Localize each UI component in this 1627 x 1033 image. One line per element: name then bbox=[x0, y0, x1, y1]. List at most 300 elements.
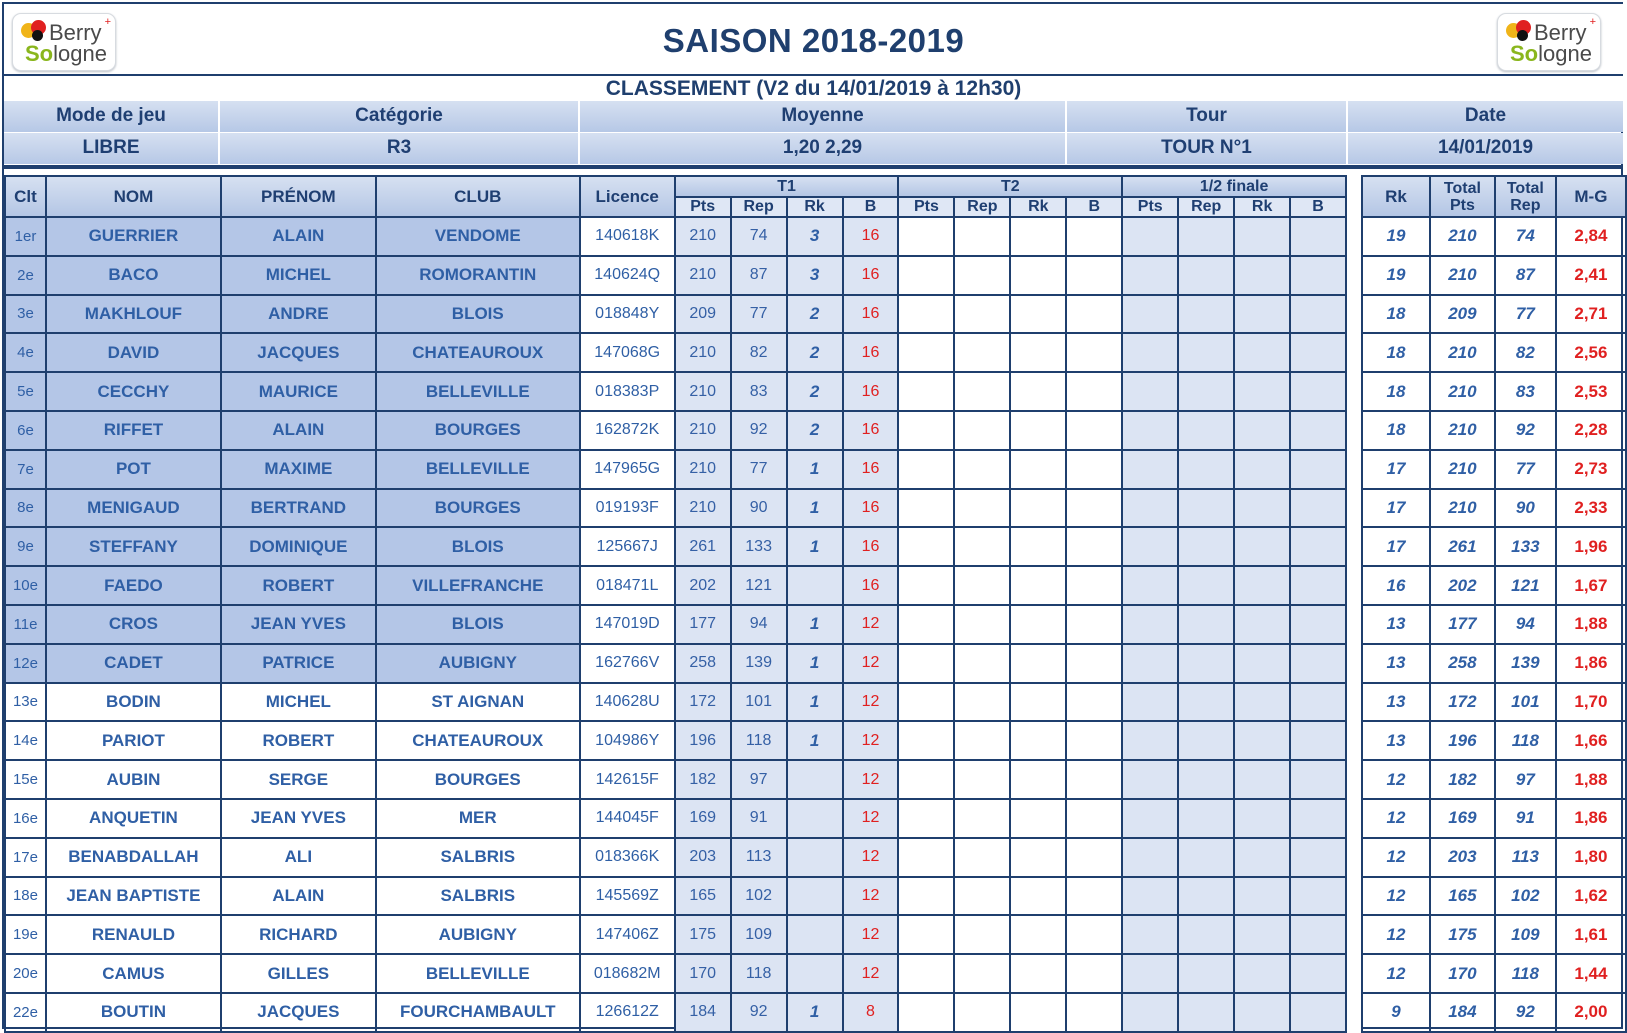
prenom-cell: MAURICE bbox=[221, 372, 376, 411]
prenom-cell: GILLES bbox=[221, 954, 376, 993]
total-pts-cell: 184 bbox=[1430, 993, 1495, 1032]
nom-cell: RENAULD bbox=[46, 915, 221, 954]
t1-b-cell: 12 bbox=[843, 799, 899, 838]
t2-b-cell bbox=[1066, 605, 1122, 644]
info-label-average: Moyenne bbox=[580, 101, 1067, 132]
info-label-date: Date bbox=[1348, 101, 1623, 132]
info-label-round: Tour bbox=[1067, 101, 1348, 132]
total-pts-cell: 165 bbox=[1430, 877, 1495, 916]
semi-rk-cell bbox=[1234, 527, 1290, 566]
licence-cell: 018366K bbox=[580, 838, 675, 877]
ranking-table bbox=[4, 175, 1627, 1033]
t2-b-cell bbox=[1066, 838, 1122, 877]
t2-rk-cell bbox=[1010, 799, 1066, 838]
table-row bbox=[5, 644, 1626, 683]
t1-b-cell: 16 bbox=[843, 450, 899, 489]
nom-cell: CROS bbox=[46, 605, 221, 644]
mg-cell: 1,44 bbox=[1556, 954, 1626, 993]
total-rep-cell: 90 bbox=[1495, 489, 1556, 528]
t1-b-cell: 12 bbox=[843, 877, 899, 916]
col-t1-rk: Rk bbox=[787, 197, 843, 217]
t2-pts-cell bbox=[898, 333, 954, 372]
t2-rk-cell bbox=[1010, 954, 1066, 993]
semi-rk-cell bbox=[1234, 256, 1290, 295]
info-value-round: TOUR N°1 bbox=[1067, 133, 1348, 164]
semi-b-cell bbox=[1290, 683, 1346, 722]
prenom-cell: ALI bbox=[221, 838, 376, 877]
clt-cell: 17e bbox=[5, 838, 46, 877]
t2-b-cell bbox=[1066, 489, 1122, 528]
col-club: CLUB bbox=[376, 176, 580, 217]
t2-rk-cell bbox=[1010, 256, 1066, 295]
total-pts-cell: 210 bbox=[1430, 256, 1495, 295]
semi-b-cell bbox=[1290, 605, 1346, 644]
total-rk-cell: 17 bbox=[1362, 489, 1430, 528]
t2-pts-cell bbox=[898, 489, 954, 528]
t2-b-cell bbox=[1066, 760, 1122, 799]
licence-cell: 126612Z bbox=[580, 993, 675, 1032]
semi-rk-cell bbox=[1234, 605, 1290, 644]
t2-pts-cell bbox=[898, 605, 954, 644]
t2-rep-cell bbox=[954, 489, 1010, 528]
semi-pts-cell bbox=[1122, 333, 1178, 372]
semi-pts-cell bbox=[1122, 295, 1178, 334]
semi-rk-cell bbox=[1234, 799, 1290, 838]
total-pts-cell: 177 bbox=[1430, 605, 1495, 644]
total-rep-cell: 83 bbox=[1495, 372, 1556, 411]
t1-rep-cell: 92 bbox=[731, 411, 787, 450]
table-row bbox=[5, 915, 1626, 954]
nom-cell: BENABDALLAH bbox=[46, 838, 221, 877]
t2-rk-cell bbox=[1010, 489, 1066, 528]
mg-cell: 2,73 bbox=[1556, 450, 1626, 489]
semi-rk-cell bbox=[1234, 217, 1290, 256]
semi-rep-cell bbox=[1178, 799, 1234, 838]
club-cell: BLOIS bbox=[376, 605, 580, 644]
table-row bbox=[5, 605, 1626, 644]
nom-cell: BOUTIN bbox=[46, 993, 221, 1032]
t1-rep-cell: 90 bbox=[731, 489, 787, 528]
licence-cell: 140628U bbox=[580, 683, 675, 722]
t2-rk-cell bbox=[1010, 566, 1066, 605]
t1-pts-cell: 165 bbox=[675, 877, 731, 916]
semi-b-cell bbox=[1290, 411, 1346, 450]
clt-cell: 18e bbox=[5, 877, 46, 916]
semi-rep-cell bbox=[1178, 993, 1234, 1032]
table-row bbox=[5, 683, 1626, 722]
mg-cell: 1,66 bbox=[1556, 721, 1626, 760]
semi-pts-cell bbox=[1122, 566, 1178, 605]
t1-b-cell: 16 bbox=[843, 217, 899, 256]
prenom-cell: ALAIN bbox=[221, 411, 376, 450]
total-pts-cell: 210 bbox=[1430, 217, 1495, 256]
col-group-semi: 1/2 finale bbox=[1122, 176, 1346, 197]
t1-b-cell: 12 bbox=[843, 644, 899, 683]
semi-rep-cell bbox=[1178, 683, 1234, 722]
t2-b-cell bbox=[1066, 527, 1122, 566]
total-pts-cell: 182 bbox=[1430, 760, 1495, 799]
table-row bbox=[5, 954, 1626, 993]
t2-rep-cell bbox=[954, 333, 1010, 372]
col-semi-pts: Pts bbox=[1122, 197, 1178, 217]
col-t2-rk: Rk bbox=[1010, 197, 1066, 217]
t1-rk-cell bbox=[787, 760, 843, 799]
clt-cell: 10e bbox=[5, 566, 46, 605]
licence-cell: 147068G bbox=[580, 333, 675, 372]
col-total-rk: Rk bbox=[1362, 176, 1430, 217]
clt-cell: 12e bbox=[5, 644, 46, 683]
clt-cell: 16e bbox=[5, 799, 46, 838]
semi-rep-cell bbox=[1178, 760, 1234, 799]
t1-rep-cell: 92 bbox=[731, 993, 787, 1032]
nom-cell: JEAN BAPTISTE bbox=[46, 877, 221, 916]
t2-b-cell bbox=[1066, 683, 1122, 722]
total-rep-cell: 77 bbox=[1495, 450, 1556, 489]
table-row bbox=[5, 333, 1626, 372]
club-cell: BELLEVILLE bbox=[376, 954, 580, 993]
total-rep-cell: 92 bbox=[1495, 993, 1556, 1032]
t1-pts-cell: 202 bbox=[675, 566, 731, 605]
info-value-average: 1,20 2,29 bbox=[580, 133, 1067, 164]
t1-rep-cell: 118 bbox=[731, 954, 787, 993]
col-mg: M-G bbox=[1556, 176, 1626, 217]
t2-pts-cell bbox=[898, 877, 954, 916]
col-group-t2: T2 bbox=[898, 176, 1122, 197]
col-semi-rk: Rk bbox=[1234, 197, 1290, 217]
semi-rk-cell bbox=[1234, 372, 1290, 411]
total-rk-cell: 19 bbox=[1362, 256, 1430, 295]
licence-cell: 125667J bbox=[580, 527, 675, 566]
t2-b-cell bbox=[1066, 333, 1122, 372]
prenom-cell: JACQUES bbox=[221, 333, 376, 372]
semi-pts-cell bbox=[1122, 217, 1178, 256]
t2-rep-cell bbox=[954, 838, 1010, 877]
semi-rk-cell bbox=[1234, 295, 1290, 334]
total-rep-cell: 87 bbox=[1495, 256, 1556, 295]
total-pts-cell: 196 bbox=[1430, 721, 1495, 760]
t1-rk-cell: 2 bbox=[787, 411, 843, 450]
total-rk-cell: 12 bbox=[1362, 799, 1430, 838]
total-rep-cell: 139 bbox=[1495, 644, 1556, 683]
clt-cell: 5e bbox=[5, 372, 46, 411]
total-rk-cell: 13 bbox=[1362, 721, 1430, 760]
t1-pts-cell: 261 bbox=[675, 527, 731, 566]
total-rk-cell: 9 bbox=[1362, 993, 1430, 1032]
t1-b-cell: 8 bbox=[843, 993, 899, 1032]
mg-cell: 2,41 bbox=[1556, 256, 1626, 295]
semi-b-cell bbox=[1290, 489, 1346, 528]
t2-rep-cell bbox=[954, 605, 1010, 644]
total-rk-cell: 12 bbox=[1362, 954, 1430, 993]
t1-rep-cell: 118 bbox=[731, 721, 787, 760]
column-gap bbox=[1346, 176, 1362, 217]
total-rep-cell: 118 bbox=[1495, 954, 1556, 993]
semi-pts-cell bbox=[1122, 683, 1178, 722]
club-cell: VENDOME bbox=[376, 217, 580, 256]
t1-rk-cell: 1 bbox=[787, 605, 843, 644]
gap-cell bbox=[1346, 877, 1362, 916]
clt-cell: 14e bbox=[5, 721, 46, 760]
t1-pts-cell: 210 bbox=[675, 217, 731, 256]
total-rep-cell: 133 bbox=[1495, 527, 1556, 566]
semi-b-cell bbox=[1290, 954, 1346, 993]
total-rk-cell: 16 bbox=[1362, 566, 1430, 605]
col-semi-b: B bbox=[1290, 197, 1346, 217]
t1-b-cell: 12 bbox=[843, 605, 899, 644]
semi-pts-cell bbox=[1122, 993, 1178, 1032]
clt-cell: 22e bbox=[5, 993, 46, 1032]
clt-cell: 1er bbox=[5, 217, 46, 256]
t2-pts-cell bbox=[898, 450, 954, 489]
t2-pts-cell bbox=[898, 838, 954, 877]
semi-rep-cell bbox=[1178, 915, 1234, 954]
total-rk-cell: 18 bbox=[1362, 333, 1430, 372]
t1-rk-cell: 1 bbox=[787, 644, 843, 683]
t1-rep-cell: 74 bbox=[731, 217, 787, 256]
t1-pts-cell: 184 bbox=[675, 993, 731, 1032]
t2-rep-cell bbox=[954, 799, 1010, 838]
prenom-cell: JACQUES bbox=[221, 993, 376, 1032]
licence-cell: 145569Z bbox=[580, 877, 675, 916]
t1-rep-cell: 77 bbox=[731, 295, 787, 334]
t1-rep-cell: 82 bbox=[731, 333, 787, 372]
semi-rep-cell bbox=[1178, 838, 1234, 877]
t2-b-cell bbox=[1066, 721, 1122, 760]
semi-rk-cell bbox=[1234, 877, 1290, 916]
semi-rep-cell bbox=[1178, 411, 1234, 450]
col-nom: NOM bbox=[46, 176, 221, 217]
total-rk-cell: 17 bbox=[1362, 527, 1430, 566]
nom-cell: CECCHY bbox=[46, 372, 221, 411]
prenom-cell: ROBERT bbox=[221, 566, 376, 605]
t1-rk-cell bbox=[787, 877, 843, 916]
t2-rep-cell bbox=[954, 954, 1010, 993]
t1-pts-cell: 196 bbox=[675, 721, 731, 760]
semi-b-cell bbox=[1290, 644, 1346, 683]
semi-pts-cell bbox=[1122, 450, 1178, 489]
gap-cell bbox=[1346, 915, 1362, 954]
t2-pts-cell bbox=[898, 372, 954, 411]
prenom-cell: PATRICE bbox=[221, 644, 376, 683]
club-cell: ST AIGNAN bbox=[376, 683, 580, 722]
semi-b-cell bbox=[1290, 877, 1346, 916]
t1-rep-cell: 87 bbox=[731, 256, 787, 295]
t1-pts-cell: 169 bbox=[675, 799, 731, 838]
semi-pts-cell bbox=[1122, 915, 1178, 954]
semi-rep-cell bbox=[1178, 605, 1234, 644]
total-rk-cell: 17 bbox=[1362, 450, 1430, 489]
t1-rk-cell: 1 bbox=[787, 450, 843, 489]
semi-b-cell bbox=[1290, 721, 1346, 760]
mg-cell: 1,80 bbox=[1556, 838, 1626, 877]
t2-pts-cell bbox=[898, 954, 954, 993]
t1-b-cell: 16 bbox=[843, 333, 899, 372]
licence-cell: 018383P bbox=[580, 372, 675, 411]
t2-rk-cell bbox=[1010, 915, 1066, 954]
semi-pts-cell bbox=[1122, 605, 1178, 644]
nom-cell: CADET bbox=[46, 644, 221, 683]
page-title: SAISON 2018-2019 bbox=[662, 22, 965, 59]
t2-rk-cell bbox=[1010, 411, 1066, 450]
t2-rk-cell bbox=[1010, 217, 1066, 256]
gap-cell bbox=[1346, 295, 1362, 334]
t1-rk-cell: 1 bbox=[787, 721, 843, 760]
t1-b-cell: 16 bbox=[843, 566, 899, 605]
semi-pts-cell bbox=[1122, 838, 1178, 877]
t1-rk-cell: 3 bbox=[787, 217, 843, 256]
t1-rep-cell: 139 bbox=[731, 644, 787, 683]
t1-pts-cell: 210 bbox=[675, 333, 731, 372]
club-cell: BLOIS bbox=[376, 295, 580, 334]
t2-rk-cell bbox=[1010, 605, 1066, 644]
semi-rep-cell bbox=[1178, 372, 1234, 411]
gap-cell bbox=[1346, 450, 1362, 489]
table-row bbox=[5, 721, 1626, 760]
table-row bbox=[5, 489, 1626, 528]
licence-cell: 147965G bbox=[580, 450, 675, 489]
mg-cell: 1,88 bbox=[1556, 760, 1626, 799]
table-row bbox=[5, 372, 1626, 411]
table-row bbox=[5, 256, 1626, 295]
t2-rep-cell bbox=[954, 527, 1010, 566]
club-cell: BOURGES bbox=[376, 489, 580, 528]
licence-cell: 140618K bbox=[580, 217, 675, 256]
semi-b-cell bbox=[1290, 450, 1346, 489]
gap-cell bbox=[1346, 838, 1362, 877]
col-total-pts: Total Pts bbox=[1430, 176, 1495, 217]
gap-cell bbox=[1346, 721, 1362, 760]
t2-rep-cell bbox=[954, 877, 1010, 916]
gap-cell bbox=[1346, 644, 1362, 683]
semi-b-cell bbox=[1290, 799, 1346, 838]
semi-rep-cell bbox=[1178, 954, 1234, 993]
sheet-header bbox=[4, 4, 1623, 74]
t1-rk-cell: 1 bbox=[787, 683, 843, 722]
table-row bbox=[5, 993, 1626, 1032]
gap-cell bbox=[1346, 993, 1362, 1032]
info-label-mode: Mode de jeu bbox=[4, 101, 220, 132]
clt-cell: 9e bbox=[5, 527, 46, 566]
semi-rk-cell bbox=[1234, 721, 1290, 760]
nom-cell: BODIN bbox=[46, 683, 221, 722]
t2-rk-cell bbox=[1010, 527, 1066, 566]
semi-pts-cell bbox=[1122, 372, 1178, 411]
gap-cell bbox=[1346, 799, 1362, 838]
t2-rk-cell bbox=[1010, 372, 1066, 411]
total-rep-cell: 113 bbox=[1495, 838, 1556, 877]
t2-rk-cell bbox=[1010, 644, 1066, 683]
club-cell: AUBIGNY bbox=[376, 915, 580, 954]
semi-rk-cell bbox=[1234, 838, 1290, 877]
mg-cell: 1,96 bbox=[1556, 527, 1626, 566]
licence-cell: 147019D bbox=[580, 605, 675, 644]
t2-b-cell bbox=[1066, 954, 1122, 993]
t1-rk-cell bbox=[787, 838, 843, 877]
club-cell: SALBRIS bbox=[376, 877, 580, 916]
semi-rk-cell bbox=[1234, 489, 1290, 528]
t1-rk-cell bbox=[787, 954, 843, 993]
col-group-t1: T1 bbox=[675, 176, 899, 197]
t2-b-cell bbox=[1066, 799, 1122, 838]
licence-cell: 018848Y bbox=[580, 295, 675, 334]
nom-cell: DAVID bbox=[46, 333, 221, 372]
total-rep-cell: 94 bbox=[1495, 605, 1556, 644]
t1-pts-cell: 210 bbox=[675, 411, 731, 450]
semi-rk-cell bbox=[1234, 450, 1290, 489]
t1-rep-cell: 109 bbox=[731, 915, 787, 954]
semi-b-cell bbox=[1290, 760, 1346, 799]
t2-b-cell bbox=[1066, 877, 1122, 916]
info-value-mode: LIBRE bbox=[4, 133, 220, 164]
clt-cell: 20e bbox=[5, 954, 46, 993]
t1-b-cell: 12 bbox=[843, 954, 899, 993]
col-t2-rep: Rep bbox=[954, 197, 1010, 217]
total-rk-cell: 12 bbox=[1362, 838, 1430, 877]
t2-b-cell bbox=[1066, 566, 1122, 605]
club-cell: FOURCHAMBAULT bbox=[376, 993, 580, 1032]
t1-b-cell: 12 bbox=[843, 683, 899, 722]
table-row bbox=[5, 838, 1626, 877]
semi-rep-cell bbox=[1178, 877, 1234, 916]
t2-rk-cell bbox=[1010, 295, 1066, 334]
t2-rk-cell bbox=[1010, 760, 1066, 799]
t2-pts-cell bbox=[898, 411, 954, 450]
t1-rk-cell: 1 bbox=[787, 993, 843, 1032]
gap-cell bbox=[1346, 489, 1362, 528]
mg-cell: 2,84 bbox=[1556, 217, 1626, 256]
t2-b-cell bbox=[1066, 993, 1122, 1032]
t2-rep-cell bbox=[954, 566, 1010, 605]
table-row bbox=[5, 295, 1626, 334]
nom-cell: BACO bbox=[46, 256, 221, 295]
t2-b-cell bbox=[1066, 411, 1122, 450]
t1-pts-cell: 177 bbox=[675, 605, 731, 644]
total-rep-cell: 91 bbox=[1495, 799, 1556, 838]
table-row bbox=[5, 450, 1626, 489]
nom-cell: MENIGAUD bbox=[46, 489, 221, 528]
total-pts-cell: 175 bbox=[1430, 915, 1495, 954]
t2-pts-cell bbox=[898, 566, 954, 605]
t2-rep-cell bbox=[954, 993, 1010, 1032]
t1-rk-cell: 2 bbox=[787, 372, 843, 411]
col-t1-rep: Rep bbox=[731, 197, 787, 217]
col-t1-b: B bbox=[843, 197, 899, 217]
t1-rk-cell bbox=[787, 566, 843, 605]
total-rk-cell: 13 bbox=[1362, 605, 1430, 644]
nom-cell: FAEDO bbox=[46, 566, 221, 605]
semi-rep-cell bbox=[1178, 721, 1234, 760]
t1-pts-cell: 182 bbox=[675, 760, 731, 799]
t1-rep-cell: 97 bbox=[731, 760, 787, 799]
t1-b-cell: 16 bbox=[843, 256, 899, 295]
t2-b-cell bbox=[1066, 644, 1122, 683]
total-pts-cell: 169 bbox=[1430, 799, 1495, 838]
t1-rep-cell: 77 bbox=[731, 450, 787, 489]
mg-cell: 1,70 bbox=[1556, 683, 1626, 722]
club-cell: ROMORANTIN bbox=[376, 256, 580, 295]
gap-cell bbox=[1346, 256, 1362, 295]
club-cell: BOURGES bbox=[376, 411, 580, 450]
prenom-cell: ANDRE bbox=[221, 295, 376, 334]
total-pts-cell: 258 bbox=[1430, 644, 1495, 683]
semi-b-cell bbox=[1290, 295, 1346, 334]
licence-cell: 147406Z bbox=[580, 915, 675, 954]
t2-rep-cell bbox=[954, 721, 1010, 760]
semi-rep-cell bbox=[1178, 566, 1234, 605]
semi-rep-cell bbox=[1178, 256, 1234, 295]
nom-cell: PARIOT bbox=[46, 721, 221, 760]
gap-cell bbox=[1346, 605, 1362, 644]
